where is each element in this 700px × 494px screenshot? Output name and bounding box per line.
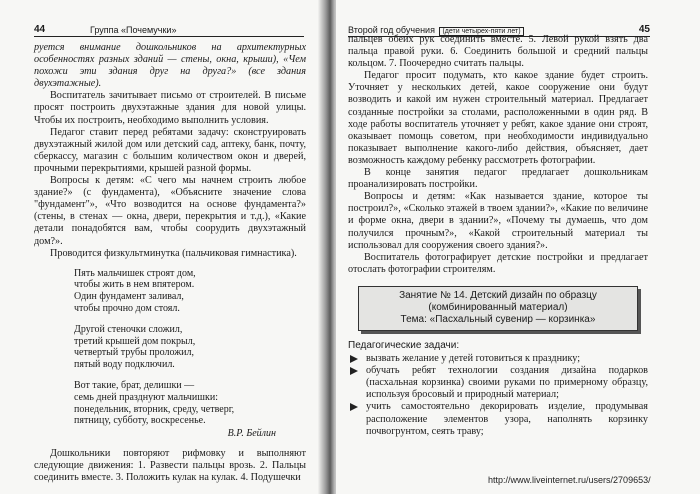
paragraph: Педагог ставит перед ребятами задачу: сконструировать двухэтажный жилой дом или детский сад, аптеку, банк, почту, сберкассу, магазин с большим количеством окон и дверей, прочными перекрытиями, крышей разной формы. bbox=[34, 126, 306, 174]
right-page-number: 45 bbox=[638, 24, 650, 35]
paragraph: пальцев обеих рук соединить вместе. 5. Левой рукой взять два пальца правой руки. 6. Соединить большой и средний пальцы кольцом. 7. Поочередно считать пальцы. bbox=[348, 34, 648, 70]
tasks-list bbox=[348, 353, 648, 438]
paragraph: Вопросы и детям: «Как называется здание, которое ты построил?», «Сколько этажей в твоем здании?», «Какие по величине и форме окна, двери в здании?», «Почему ты думаешь, что дом получился прочным?», «Какой строительный материал ты использовал для сооружения своего здания?». bbox=[348, 191, 648, 251]
poem-line: пятницу, субботу, воскресенье. bbox=[74, 415, 206, 427]
poem-line: семь дней празднуют мальчишки: bbox=[74, 391, 218, 403]
task-text: обучать ребят технологии создания дизайна подарков (пасхальная корзинка) своими руками по примерному образцу, используя бросовый и природный материал; bbox=[366, 365, 648, 401]
paragraph: В конце занятия педагог предлагает дошкольникам проанализировать постройки. bbox=[348, 167, 648, 191]
poem-line: Один фундамент заливал, bbox=[74, 291, 184, 303]
right-page bbox=[336, 0, 700, 494]
task-text: вызвать желание у детей готовиться к празднику; bbox=[366, 353, 581, 365]
triangle-bullet-icon bbox=[350, 367, 358, 375]
poem-line: чтобы прочно дом стоял. bbox=[74, 303, 180, 315]
paragraph: руется внимание дошкольников на архитектурных особенностях разных зданий — стены, окна, крыши), «Чем похожи эти здания друг на друга?» (все здания двухэтажные). bbox=[34, 42, 306, 90]
triangle-bullet-icon bbox=[350, 355, 358, 363]
paragraph: Дошкольники повторяют рифмовку и выполняют следующие движения: 1. Развести пальцы врозь. 2. Пальцы соединить вместе. 3. Положить кулак на кулак. 4. Подушечки bbox=[34, 448, 306, 484]
right-running-head-title: Второй год обучения bbox=[348, 25, 435, 35]
paragraph: Вопросы к детям: «С чего мы начнем строить любое здание?» (с фундамента), «Объясните значение слова "фундамент"», «Что возводится на основе фундамента?» (стены, в стенах — окна, двери, перекрытия и т.д.), «Какие детали понадобятся вам, чтобы соорудить двухэтажный дом?». bbox=[34, 175, 306, 247]
poem-author: В.Р. Бейлин bbox=[227, 428, 276, 440]
list-item bbox=[348, 353, 648, 365]
left-page-body bbox=[34, 42, 306, 484]
poem-stanza bbox=[74, 324, 306, 371]
poem-line: пятый воду подключил. bbox=[74, 359, 175, 371]
paragraph: Педагог просит подумать, кто какое здание будет строить. Уточняет у нескольких детей, какое сооружение они будут возводить и какой им нужен строительный материал. Предлагает созданные постройки за столами, расположенными в один ряд. В ходе работы воспитатель уточняет у ребят, какое здание они строят, оказывает помощь советом, при необходимости индивидуально показывает выполнение какого-либо действия, объясняет, дает возможность каждому ребенку рассмотреть фотографии. bbox=[348, 70, 648, 166]
left-running-head: Группа «Почемучки» bbox=[90, 25, 177, 35]
paragraph: Проводится физкультминутка (пальчиковая гимнастика). bbox=[50, 247, 297, 259]
poem-line: третий крышей дом покрыл, bbox=[74, 335, 196, 347]
tasks-heading: Педагогические задачи: bbox=[348, 340, 460, 351]
lesson-subtitle: (комбинированный материал) bbox=[428, 302, 568, 313]
poem-line: Вот такие, брат, делишки — bbox=[74, 380, 195, 392]
poem-line: чтобы жить в нем впятером. bbox=[74, 279, 195, 291]
left-page-number: 44 bbox=[34, 24, 46, 35]
poem-line: Пять мальчишек строят дом, bbox=[74, 267, 196, 279]
list-item bbox=[348, 365, 648, 401]
poem bbox=[74, 268, 306, 440]
list-item bbox=[348, 401, 648, 437]
pedagogical-tasks bbox=[348, 340, 648, 438]
paragraph: Воспитатель зачитывает письмо от строителей. В письме просят построить двухэтажные здания для новой улицы. Чтобы их построить, необходимо выполнить условия. bbox=[34, 90, 306, 126]
left-page-header bbox=[34, 24, 304, 37]
lesson-title-box bbox=[358, 286, 638, 331]
task-text: учить самостоятельно декорировать изделие, продумывая расположение элементов узора, наполнять корзинку почвогрунтом, сеять траву; bbox=[366, 401, 648, 437]
watermark-url: http://www.liveinternet.ru/users/2709653/ bbox=[488, 475, 651, 485]
lesson-title: Занятие № 14. Детский дизайн по образцу bbox=[399, 290, 597, 301]
left-page bbox=[0, 0, 322, 494]
poem-stanza bbox=[74, 380, 306, 440]
lesson-theme: Тема: «Пасхальный сувенир — корзинка» bbox=[400, 314, 596, 325]
right-running-head-box: (дети четырех-пяти лет) bbox=[439, 27, 523, 36]
right-page-body bbox=[348, 34, 648, 276]
triangle-bullet-icon bbox=[350, 403, 358, 411]
poem-line: понедельник, вторник, среду, четверг, bbox=[74, 403, 235, 415]
poem-line: четвертый трубы проложил, bbox=[74, 347, 194, 359]
poem-stanza bbox=[74, 268, 306, 315]
poem-line: Другой стеночки сложил, bbox=[74, 323, 183, 335]
paragraph: Воспитатель фотографирует детские постройки и предлагает отослать фотографии строителям. bbox=[348, 251, 648, 275]
